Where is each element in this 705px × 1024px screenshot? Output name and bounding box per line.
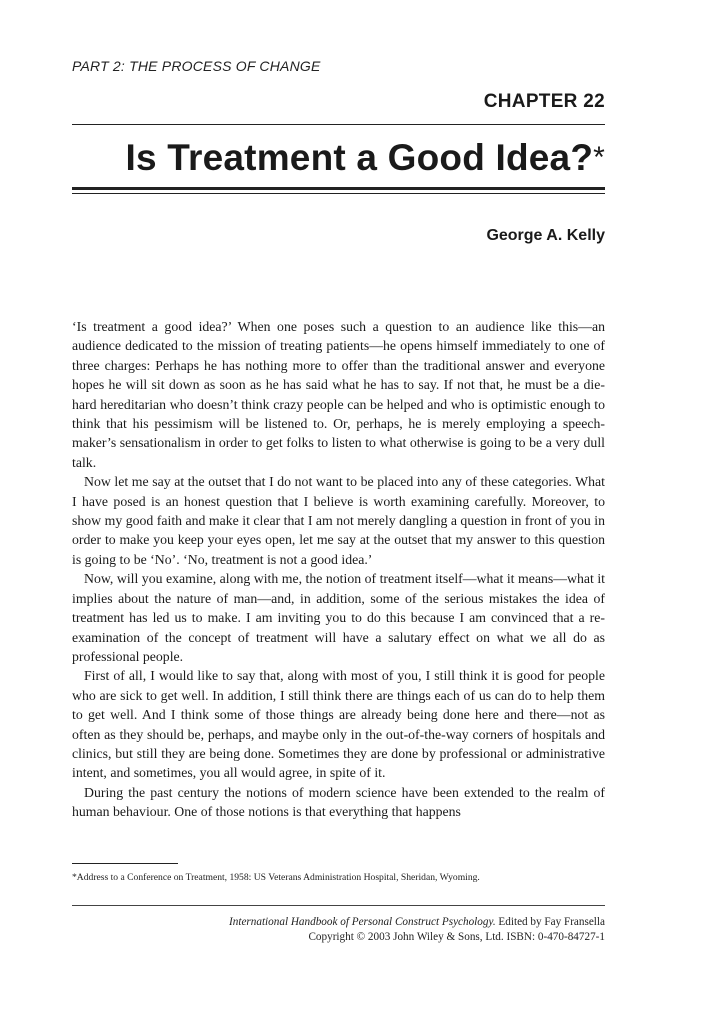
author-name: George A. Kelly	[486, 227, 605, 244]
editor-credit: Edited by Fay Fransella	[495, 916, 605, 928]
footnote-rule	[72, 863, 178, 864]
paragraph: During the past century the notions of modern science have been extended to the realm of human behaviour. One of those notions is that everything that happens	[72, 784, 605, 820]
chapter-rule-top	[72, 124, 605, 125]
running-header: PART 2: THE PROCESS OF CHANGE	[72, 58, 321, 74]
paragraph: Now, will you examine, along with me, the notion of treatment itself—what it means—what it implies about the nature of man—and, in addition, some of the serious mistakes the idea of treatment has led us to make. I am inviting you to do this because I am convinced that a re-examination of the concept of treatment will have a salutary effect on what we all do as professional people.	[72, 571, 605, 664]
chapter-title	[126, 137, 605, 179]
chapter-number: CHAPTER 22	[483, 91, 605, 112]
publication-footer	[229, 915, 605, 945]
paragraph: ‘Is treatment a good idea?’ When one poses such a question to an audience like this—an audience dedicated to the mission of treating patients—he opens himself immediately to one of three charges: Perhaps he has nothing more to offer than the traditional answer and everyone hopes he will sit down as soon as he has said what he has to say. If not that, he must be a die-hard hereditarian who doesn’t think crazy people can be helped and who is optimistic enough to think that his pessimism will be listened to. Or, perhaps, he is merely employing a speech-maker’s sensationalism in order to get folks to listen to what otherwise is going to be a very dull talk.	[72, 319, 605, 470]
copyright-line: Copyright © 2003 John Wiley & Sons, Ltd. ISBN: 0-470-84727-1	[308, 931, 605, 943]
footnote: *Address to a Conference on Treatment, 1958: US Veterans Administration Hospital, Sheridan, Wyoming.	[72, 872, 480, 883]
body-text	[72, 317, 605, 822]
title-rule-thin	[72, 193, 605, 194]
footer-rule	[72, 905, 605, 906]
footer-citation	[229, 915, 605, 930]
footnote-marker: *	[593, 141, 605, 174]
paragraph: Now let me say at the outset that I do not want to be placed into any of these categories. What I have posed is an honest question that I believe is worth examining carefully. Moreover, to show my good faith and make it clear that I am not merely dangling a question in front of you in order to make you keep your eyes open, let me say at the outset that my answer to this question is going to be ‘No’. ‘No, treatment is not a good idea.’	[72, 474, 605, 567]
title-rule-thick	[72, 187, 605, 190]
chapter-title-text: Is Treatment a Good Idea?	[125, 137, 594, 178]
book-title: International Handbook of Personal Construct Psychology.	[229, 916, 496, 928]
paragraph: First of all, I would like to say that, along with most of you, I still think it is good for people who are sick to get well. In addition, I still think there are things each of us can do to help them to get well. And I think some of those things are already being done here and there—not as often as they should be, perhaps, and maybe only in the out-of-the-way corners of hospitals and clinics, but still they are being done. Sometimes they are done by professional or administrative intent, and sometimes, you all would agree, in spite of it.	[72, 668, 605, 781]
